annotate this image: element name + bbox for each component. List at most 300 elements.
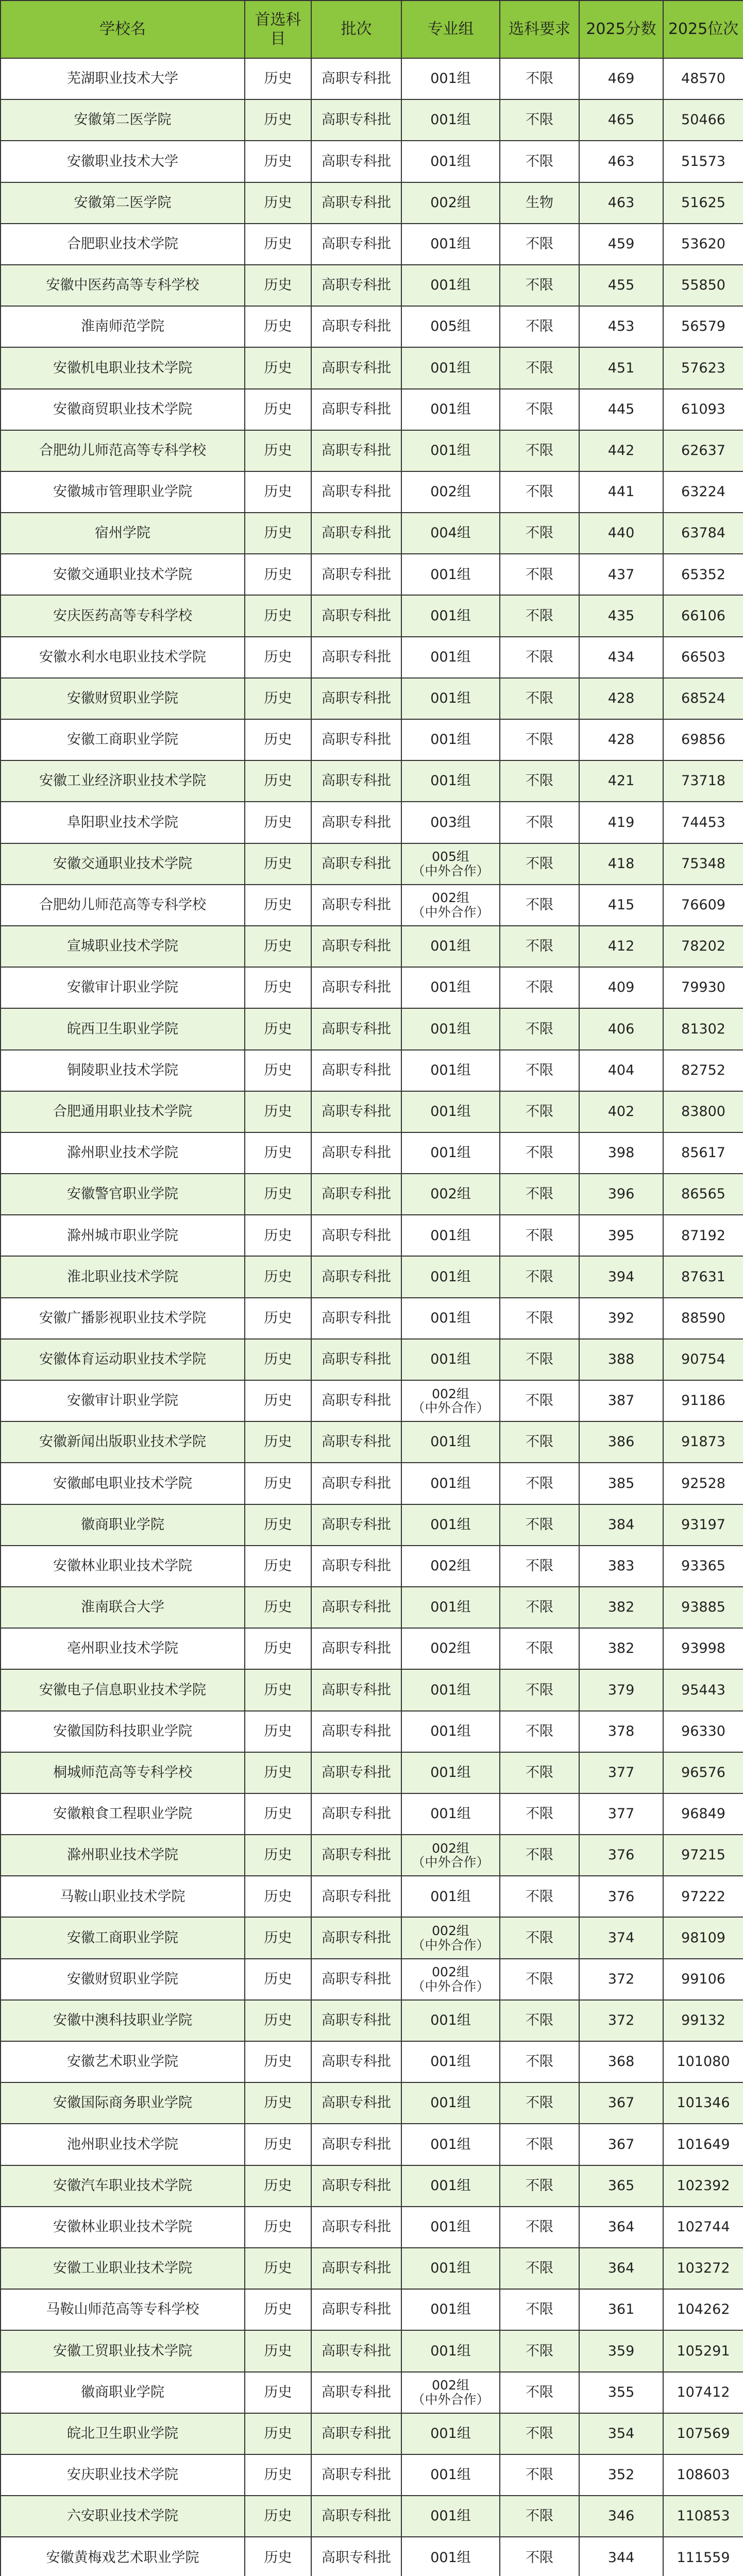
cell-subject: 历史: [245, 843, 311, 885]
cell-batch: 高职专科批: [311, 1504, 401, 1546]
cell-subject: 历史: [245, 58, 311, 99]
cell-group-line: 001组: [430, 1723, 471, 1739]
table-row: [1, 2537, 743, 2576]
cell-school: 安徽汽车职业技术学院: [1, 2165, 245, 2207]
cell-group: [401, 1132, 500, 1174]
cell-group: [401, 843, 500, 885]
header-score-line1: 2025: [586, 20, 626, 39]
table-row: [1, 967, 743, 1008]
table-row: [1, 1752, 743, 1793]
cell-school: 亳州职业技术学院: [1, 1628, 245, 1669]
cell-score: 364: [579, 2248, 663, 2289]
cell-requirement: 不限: [500, 2124, 579, 2165]
cell-group-line: （中外合作）: [412, 863, 489, 878]
cell-requirement: 不限: [500, 58, 579, 99]
cell-score: 404: [579, 1050, 663, 1091]
cell-group-line: （中外合作）: [412, 1937, 489, 1953]
cell-batch: 高职专科批: [311, 1298, 401, 1339]
cell-subject: 历史: [245, 2537, 311, 2576]
cell-rank: 68524: [663, 678, 743, 719]
cell-group: [401, 2000, 500, 2041]
cell-batch: 高职专科批: [311, 2454, 401, 2496]
cell-batch: 高职专科批: [311, 513, 401, 554]
cell-score: 368: [579, 2041, 663, 2082]
table-row: [1, 99, 743, 141]
cell-group: [401, 1628, 500, 1669]
cell-score: 463: [579, 182, 663, 224]
cell-school: 皖北卫生职业学院: [1, 2413, 245, 2454]
cell-rank: 75348: [663, 843, 743, 885]
cell-requirement: 不限: [500, 1421, 579, 1463]
cell-group-line: 002组: [432, 1923, 469, 1939]
cell-group-line: 001组: [430, 732, 471, 748]
cell-subject: 历史: [245, 265, 311, 306]
cell-school: 铜陵职业技术学院: [1, 1050, 245, 1091]
cell-requirement: 不限: [500, 2496, 579, 2537]
cell-requirement: 不限: [500, 719, 579, 760]
cell-score: 367: [579, 2124, 663, 2165]
table-row: [1, 1215, 743, 1256]
cell-subject: 历史: [245, 306, 311, 347]
cell-rank: 101649: [663, 2124, 743, 2165]
cell-requirement: 不限: [500, 389, 579, 430]
cell-rank: 111559: [663, 2537, 743, 2576]
header-subject-line2: 科目: [270, 10, 301, 48]
cell-group-line: 001组: [430, 1599, 471, 1616]
cell-requirement: 不限: [500, 2248, 579, 2289]
cell-group: [401, 1008, 500, 1049]
table-row: [1, 1504, 743, 1546]
cell-requirement: 不限: [500, 2207, 579, 2248]
cell-school: 安徽工业职业技术学院: [1, 2248, 245, 2289]
cell-group: [401, 306, 500, 347]
cell-score: 434: [579, 637, 663, 678]
cell-group: [401, 2124, 500, 2165]
cell-group-line: 001组: [430, 2343, 471, 2359]
cell-subject: 历史: [245, 2082, 311, 2124]
cell-batch: 高职专科批: [311, 224, 401, 265]
cell-score: 344: [579, 2537, 663, 2576]
cell-subject: 历史: [245, 1793, 311, 1835]
cell-school: 合肥职业技术学院: [1, 224, 245, 265]
cell-group-line: 001组: [430, 442, 471, 459]
table-row: [1, 389, 743, 430]
cell-group: [401, 595, 500, 636]
cell-group: [401, 1215, 500, 1256]
cell-requirement: 不限: [500, 926, 579, 967]
table-row: [1, 2248, 743, 2289]
cell-rank: 110853: [663, 2496, 743, 2537]
cell-school: 安徽中澳科技职业学院: [1, 2000, 245, 2041]
cell-rank: 93197: [663, 1504, 743, 1546]
cell-subject: 历史: [245, 1711, 311, 1752]
table-row: [1, 2165, 743, 2207]
cell-group-line: 001组: [430, 2549, 471, 2566]
cell-group-line: 001组: [430, 690, 471, 707]
cell-group-line: 005组: [430, 318, 471, 335]
cell-group: [401, 1959, 500, 2000]
cell-school: 皖西卫生职业学院: [1, 1008, 245, 1049]
table-row: [1, 2413, 743, 2454]
cell-subject: 历史: [245, 2041, 311, 2082]
cell-subject: 历史: [245, 2207, 311, 2248]
cell-rank: 107569: [663, 2413, 743, 2454]
cell-batch: 高职专科批: [311, 1835, 401, 1876]
header-school: 学校名: [1, 1, 245, 58]
cell-score: 384: [579, 1504, 663, 1546]
cell-school: 安徽邮电职业技术学院: [1, 1463, 245, 1504]
cell-school: 安徽商贸职业技术学院: [1, 389, 245, 430]
cell-requirement: 不限: [500, 1091, 579, 1132]
table-row: [1, 2041, 743, 2082]
table-row: [1, 1669, 743, 1710]
cell-subject: 历史: [245, 1959, 311, 2000]
cell-group: [401, 471, 500, 513]
table-row: [1, 265, 743, 306]
table-row: [1, 1876, 743, 1917]
cell-subject: 历史: [245, 760, 311, 802]
header-subject: [245, 1, 311, 58]
cell-batch: 高职专科批: [311, 1752, 401, 1793]
table-row: [1, 2330, 743, 2371]
cell-batch: 高职专科批: [311, 58, 401, 99]
cell-subject: 历史: [245, 554, 311, 595]
cell-group-line: 002组: [432, 890, 469, 906]
cell-requirement: 不限: [500, 1463, 579, 1504]
cell-group: [401, 1174, 500, 1215]
cell-school: 合肥幼儿师范高等专科学校: [1, 885, 245, 926]
cell-subject: 历史: [245, 2289, 311, 2330]
cell-subject: 历史: [245, 224, 311, 265]
cell-group-line: 001组: [430, 938, 471, 955]
cell-batch: 高职专科批: [311, 1711, 401, 1752]
cell-score: 346: [579, 2496, 663, 2537]
cell-rank: 85617: [663, 1132, 743, 1174]
cell-school: 安徽中医药高等专科学校: [1, 265, 245, 306]
cell-group: [401, 99, 500, 141]
cell-group: [401, 265, 500, 306]
cell-subject: 历史: [245, 1752, 311, 1793]
cell-rank: 107412: [663, 2372, 743, 2413]
cell-rank: 87631: [663, 1256, 743, 1297]
cell-subject: 历史: [245, 1504, 311, 1546]
cell-rank: 66503: [663, 637, 743, 678]
cell-requirement: 不限: [500, 1215, 579, 1256]
cell-school: 芜湖职业技术大学: [1, 58, 245, 99]
cell-batch: 高职专科批: [311, 2289, 401, 2330]
cell-batch: 高职专科批: [311, 885, 401, 926]
cell-group: [401, 2165, 500, 2207]
cell-school: 滁州城市职业学院: [1, 1215, 245, 1256]
cell-requirement: 不限: [500, 1504, 579, 1546]
cell-group: [401, 1256, 500, 1297]
cell-group: [401, 2248, 500, 2289]
cell-school: 安徽新闻出版职业技术学院: [1, 1421, 245, 1463]
cell-group-line: 002组: [432, 1964, 469, 1980]
cell-batch: 高职专科批: [311, 389, 401, 430]
cell-group-line: （中外合作）: [412, 1978, 489, 1994]
cell-school: 安徽职业技术大学: [1, 141, 245, 182]
cell-score: 388: [579, 1339, 663, 1380]
cell-requirement: 不限: [500, 885, 579, 926]
cell-batch: 高职专科批: [311, 1091, 401, 1132]
cell-subject: 历史: [245, 1091, 311, 1132]
header-rank-line2: 位次: [707, 20, 739, 39]
cell-requirement: 不限: [500, 347, 579, 388]
cell-rank: 63224: [663, 471, 743, 513]
cell-group-line: 001组: [430, 401, 471, 417]
cell-score: 465: [579, 99, 663, 141]
cell-requirement: 不限: [500, 678, 579, 719]
cell-group: [401, 58, 500, 99]
cell-subject: 历史: [245, 802, 311, 843]
cell-rank: 66106: [663, 595, 743, 636]
cell-group: [401, 719, 500, 760]
table-row: [1, 719, 743, 760]
header-batch: 批次: [311, 1, 401, 58]
cell-score: 440: [579, 513, 663, 554]
cell-rank: 51573: [663, 141, 743, 182]
cell-batch: 高职专科批: [311, 2041, 401, 2082]
cell-group-line: 001组: [430, 1103, 471, 1120]
cell-group-line: 002组: [432, 2378, 469, 2393]
cell-group: [401, 1091, 500, 1132]
cell-rank: 102744: [663, 2207, 743, 2248]
table-row: [1, 2207, 743, 2248]
table-row: [1, 885, 743, 926]
cell-group-line: 001组: [430, 1310, 471, 1326]
table-row: [1, 843, 743, 885]
cell-requirement: 不限: [500, 843, 579, 885]
cell-group-line: 004组: [430, 525, 471, 541]
cell-school: 安徽财贸职业学院: [1, 678, 245, 719]
cell-group-line: （中外合作）: [412, 2392, 489, 2407]
cell-group-line: 001组: [430, 2219, 471, 2235]
table-row: [1, 1959, 743, 2000]
cell-school: 安徽粮食工程职业学院: [1, 1793, 245, 1835]
cell-group-line: 002组: [432, 1840, 469, 1856]
cell-requirement: 生物: [500, 182, 579, 224]
cell-rank: 96849: [663, 1793, 743, 1835]
cell-requirement: 不限: [500, 99, 579, 141]
cell-score: 367: [579, 2082, 663, 2124]
table-row: [1, 306, 743, 347]
cell-batch: 高职专科批: [311, 99, 401, 141]
table-row: [1, 1421, 743, 1463]
cell-subject: 历史: [245, 1339, 311, 1380]
cell-score: 382: [579, 1587, 663, 1628]
cell-group-line: 002组: [430, 484, 471, 500]
header-group: 专业组: [401, 1, 500, 58]
table-row: [1, 2496, 743, 2537]
cell-rank: 96576: [663, 1752, 743, 1793]
table-row: [1, 678, 743, 719]
table-row: [1, 1917, 743, 1958]
cell-requirement: 不限: [500, 2537, 579, 2576]
cell-rank: 79930: [663, 967, 743, 1008]
cell-batch: 高职专科批: [311, 1793, 401, 1835]
cell-school: 滁州职业技术学院: [1, 1132, 245, 1174]
cell-score: 418: [579, 843, 663, 885]
cell-subject: 历史: [245, 1628, 311, 1669]
cell-rank: 92528: [663, 1463, 743, 1504]
cell-requirement: 不限: [500, 1876, 579, 1917]
header-subject-line1: 首选: [255, 10, 286, 29]
cell-group-line: 001组: [430, 1021, 471, 1037]
cell-subject: 历史: [245, 1669, 311, 1710]
cell-requirement: 不限: [500, 1132, 579, 1174]
cell-requirement: 不限: [500, 1008, 579, 1049]
header-row: [1, 1, 743, 58]
cell-group: [401, 885, 500, 926]
cell-score: 374: [579, 1917, 663, 1958]
cell-batch: 高职专科批: [311, 2124, 401, 2165]
cell-batch: 高职专科批: [311, 1215, 401, 1256]
cell-requirement: 不限: [500, 2454, 579, 2496]
cell-school: 六安职业技术学院: [1, 2496, 245, 2537]
cell-group-line: 002组: [430, 194, 471, 211]
cell-requirement: 不限: [500, 2165, 579, 2207]
cell-subject: 历史: [245, 1876, 311, 1917]
cell-requirement: 不限: [500, 1752, 579, 1793]
cell-group: [401, 2330, 500, 2371]
cell-batch: 高职专科批: [311, 843, 401, 885]
cell-requirement: 不限: [500, 1628, 579, 1669]
cell-score: 372: [579, 1959, 663, 2000]
cell-rank: 101080: [663, 2041, 743, 2082]
cell-requirement: 不限: [500, 595, 579, 636]
table-row: [1, 1050, 743, 1091]
cell-score: 359: [579, 2330, 663, 2371]
cell-group-line: 001组: [430, 649, 471, 665]
header-requirement-line2: 要求: [539, 20, 570, 39]
cell-school: 安徽审计职业学院: [1, 967, 245, 1008]
cell-group: [401, 760, 500, 802]
table-row: [1, 1091, 743, 1132]
cell-rank: 87192: [663, 1215, 743, 1256]
table-row: [1, 637, 743, 678]
cell-rank: 48570: [663, 58, 743, 99]
cell-subject: 历史: [245, 2454, 311, 2496]
cell-school: 马鞍山师范高等专科学校: [1, 2289, 245, 2330]
cell-rank: 93998: [663, 1628, 743, 1669]
cell-batch: 高职专科批: [311, 2372, 401, 2413]
cell-subject: 历史: [245, 2330, 311, 2371]
cell-subject: 历史: [245, 926, 311, 967]
cell-requirement: 不限: [500, 2000, 579, 2041]
cell-rank: 99132: [663, 2000, 743, 2041]
cell-score: 372: [579, 2000, 663, 2041]
cell-batch: 高职专科批: [311, 430, 401, 471]
table-row: [1, 1298, 743, 1339]
cell-group: [401, 182, 500, 224]
cell-score: 437: [579, 554, 663, 595]
cell-group-line: （中外合作）: [412, 1400, 489, 1416]
cell-rank: 99106: [663, 1959, 743, 2000]
cell-requirement: 不限: [500, 802, 579, 843]
cell-group-line: 001组: [430, 1764, 471, 1781]
cell-rank: 73718: [663, 760, 743, 802]
cell-score: 455: [579, 265, 663, 306]
cell-requirement: 不限: [500, 554, 579, 595]
cell-group-line: 001组: [430, 1062, 471, 1078]
table-row: [1, 926, 743, 967]
cell-subject: 历史: [245, 347, 311, 388]
cell-score: 377: [579, 1752, 663, 1793]
cell-group-line: 001组: [430, 2508, 471, 2524]
cell-school: 安徽广播影视职业技术学院: [1, 1298, 245, 1339]
cell-requirement: 不限: [500, 306, 579, 347]
cell-score: 451: [579, 347, 663, 388]
cell-batch: 高职专科批: [311, 1917, 401, 1958]
cell-group: [401, 2496, 500, 2537]
cell-score: 406: [579, 1008, 663, 1049]
cell-group: [401, 2454, 500, 2496]
cell-requirement: 不限: [500, 224, 579, 265]
cell-rank: 101346: [663, 2082, 743, 2124]
cell-batch: 高职专科批: [311, 678, 401, 719]
cell-group-line: 001组: [430, 153, 471, 170]
cell-school: 徽商职业学院: [1, 1504, 245, 1546]
cell-group-line: （中外合作）: [412, 1855, 489, 1870]
cell-subject: 历史: [245, 1132, 311, 1174]
table-row: [1, 1793, 743, 1835]
cell-rank: 69856: [663, 719, 743, 760]
cell-school: 安庆职业技术学院: [1, 2454, 245, 2496]
cell-score: 469: [579, 58, 663, 99]
cell-school: 阜阳职业技术学院: [1, 802, 245, 843]
cell-group-line: 001组: [430, 1516, 471, 1533]
cell-group: [401, 2082, 500, 2124]
table-header: [1, 1, 743, 58]
cell-school: 宣城职业技术学院: [1, 926, 245, 967]
cell-subject: 历史: [245, 1174, 311, 1215]
cell-rank: 97215: [663, 1835, 743, 1876]
cell-batch: 高职专科批: [311, 1256, 401, 1297]
cell-batch: 高职专科批: [311, 2165, 401, 2207]
cell-batch: 高职专科批: [311, 554, 401, 595]
cell-requirement: 不限: [500, 2413, 579, 2454]
cell-score: 395: [579, 1215, 663, 1256]
cell-group: [401, 926, 500, 967]
cell-batch: 高职专科批: [311, 1132, 401, 1174]
cell-batch: 高职专科批: [311, 2413, 401, 2454]
cell-batch: 高职专科批: [311, 2537, 401, 2576]
cell-score: 442: [579, 430, 663, 471]
cell-score: 379: [579, 1669, 663, 1710]
cell-batch: 高职专科批: [311, 2330, 401, 2371]
cell-school: 安徽黄梅戏艺术职业学院: [1, 2537, 245, 2576]
cell-rank: 83800: [663, 1091, 743, 1132]
cell-group-line: 001组: [430, 1806, 471, 1822]
cell-score: 459: [579, 224, 663, 265]
cell-rank: 97222: [663, 1876, 743, 1917]
cell-rank: 76609: [663, 885, 743, 926]
cell-group: [401, 141, 500, 182]
header-rank-line1: 2025: [668, 20, 708, 39]
cell-school: 淮南师范学院: [1, 306, 245, 347]
cell-school: 池州职业技术学院: [1, 2124, 245, 2165]
cell-subject: 历史: [245, 1587, 311, 1628]
cell-score: 409: [579, 967, 663, 1008]
cell-rank: 96330: [663, 1711, 743, 1752]
cell-score: 376: [579, 1835, 663, 1876]
cell-school: 安徽审计职业学院: [1, 1380, 245, 1421]
cell-score: 396: [579, 1174, 663, 1215]
cell-rank: 105291: [663, 2330, 743, 2371]
cell-score: 364: [579, 2207, 663, 2248]
cell-requirement: 不限: [500, 1546, 579, 1587]
